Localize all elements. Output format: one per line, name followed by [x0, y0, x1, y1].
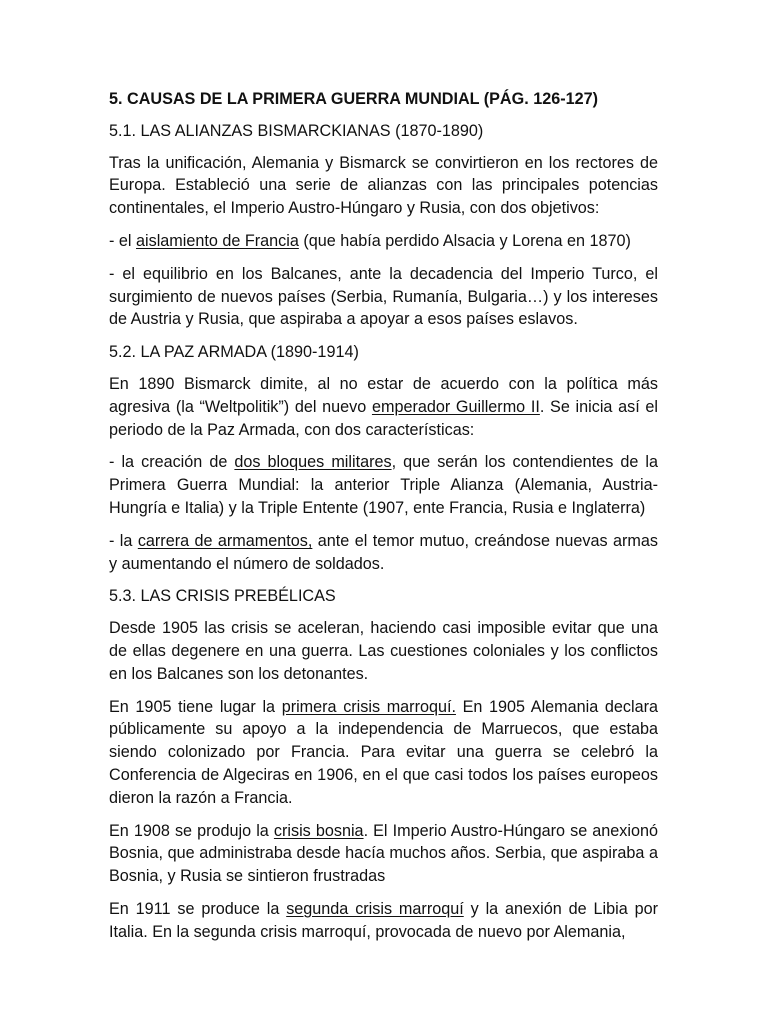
paragraph-unificacion: Tras la unificación, Alemania y Bismarck se convirtieron en los rectores de Europa. Estableció una serie de alianzas con las principales potencias continentales, el Imperio Austro-Húngaro y Rusia, con dos objetivos: [109, 153, 658, 218]
text-run: . El Imperio Austro-Húngaro se anexionó Bosnia, que administraba desde hacía muchos años. Serbia, que aspiraba a Bosnia, y Rusia se sintieron frustradas [109, 821, 658, 886]
text-run: ante el temor mutuo, creándose nuevas armas y aumentando el número de soldados. [109, 531, 658, 573]
paragraph-primera-crisis [109, 696, 658, 810]
underlined-term-bloques: dos bloques militares [234, 453, 392, 472]
bullet-armamentos [109, 530, 658, 576]
underlined-term-primera-crisis: primera crisis marroquí. [281, 697, 456, 716]
text-run: En 1911 se produce la [109, 899, 287, 918]
underlined-term-segunda-crisis: segunda crisis marroquí [286, 899, 464, 918]
bullet-equilibrio: - el equilibrio en los Balcanes, ante la decadencia del Imperio Turco, el surgimiento de nuevos países (Serbia, Rumanía, Bulgaria…) y los intereses de Austria y Rusia, que aspiraba a apoyar a esos países eslavos. [109, 264, 658, 329]
underlined-term-armamentos: carrera de armamentos, [137, 531, 313, 550]
paragraph-crisis-bosnia [109, 820, 658, 888]
page-title: 5. CAUSAS DE LA PRIMERA GUERRA MUNDIAL (PÁG. 126-127) [109, 90, 598, 108]
paragraph-crisis-aceleran: Desde 1905 las crisis se aceleran, haciendo casi imposible evitar que una de ellas degenere en una guerra. Las cuestiones coloniales y los conflictos en los Balcanes son los detonantes. [109, 619, 658, 683]
text-run: . Se inicia así el periodo de la Paz Armada, con dos características: [109, 397, 658, 439]
section-heading-crisis: 5.3. LAS CRISIS PREBÉLICAS [109, 587, 336, 606]
text-run: (que había perdido Alsacia y Lorena en 1870) [298, 231, 631, 250]
underlined-term-aislamiento: aislamiento de Francia [136, 231, 299, 250]
section-heading-paz-armada: 5.2. LA PAZ ARMADA (1890-1914) [109, 343, 359, 362]
underlined-term-crisis-bosnia: crisis bosnia [273, 821, 364, 840]
section-heading-alianzas: 5.1. LAS ALIANZAS BISMARCKIANAS (1870-1890) [109, 121, 484, 140]
underlined-term-guillermo: emperador Guillermo II [371, 397, 540, 416]
text-run: - la [109, 531, 138, 550]
paragraph-bismarck-dimite [109, 373, 658, 441]
text-run: , que serán los contendientes de la Primera Guerra Mundial: la anterior Triple Alianza (Alemania, Austria-Hungría e Italia) y la Triple Entente (1907, ente Francia, Rusia e Inglaterra) [109, 453, 658, 517]
bullet-aislamiento [109, 230, 658, 253]
text-run: En 1905 tiene lugar la [109, 697, 282, 716]
text-run: En 1905 Alemania declara públicamente su apoyo a la independencia de Marruecos, que estaba siendo colonizado por Francia. Para evitar una guerra se celebró la Conferencia de Algeciras en 1906, en el que casi todos los países europeos dieron la razón a Francia. [109, 697, 658, 807]
paragraph-segunda-crisis [109, 898, 658, 944]
text-run: En 1908 se produjo la [109, 821, 274, 840]
text-run: - el [109, 231, 136, 250]
text-run: En 1890 Bismarck dimite, al no estar de acuerdo con la política más agresiva (la “Weltpolitik”) del nuevo [109, 374, 658, 416]
text-run: - la creación de [109, 453, 235, 472]
bullet-bloques [109, 451, 658, 519]
text-run: y la anexión de Libia por Italia. En la segunda crisis marroquí, provocada de nuevo por Alemania, [109, 899, 658, 941]
